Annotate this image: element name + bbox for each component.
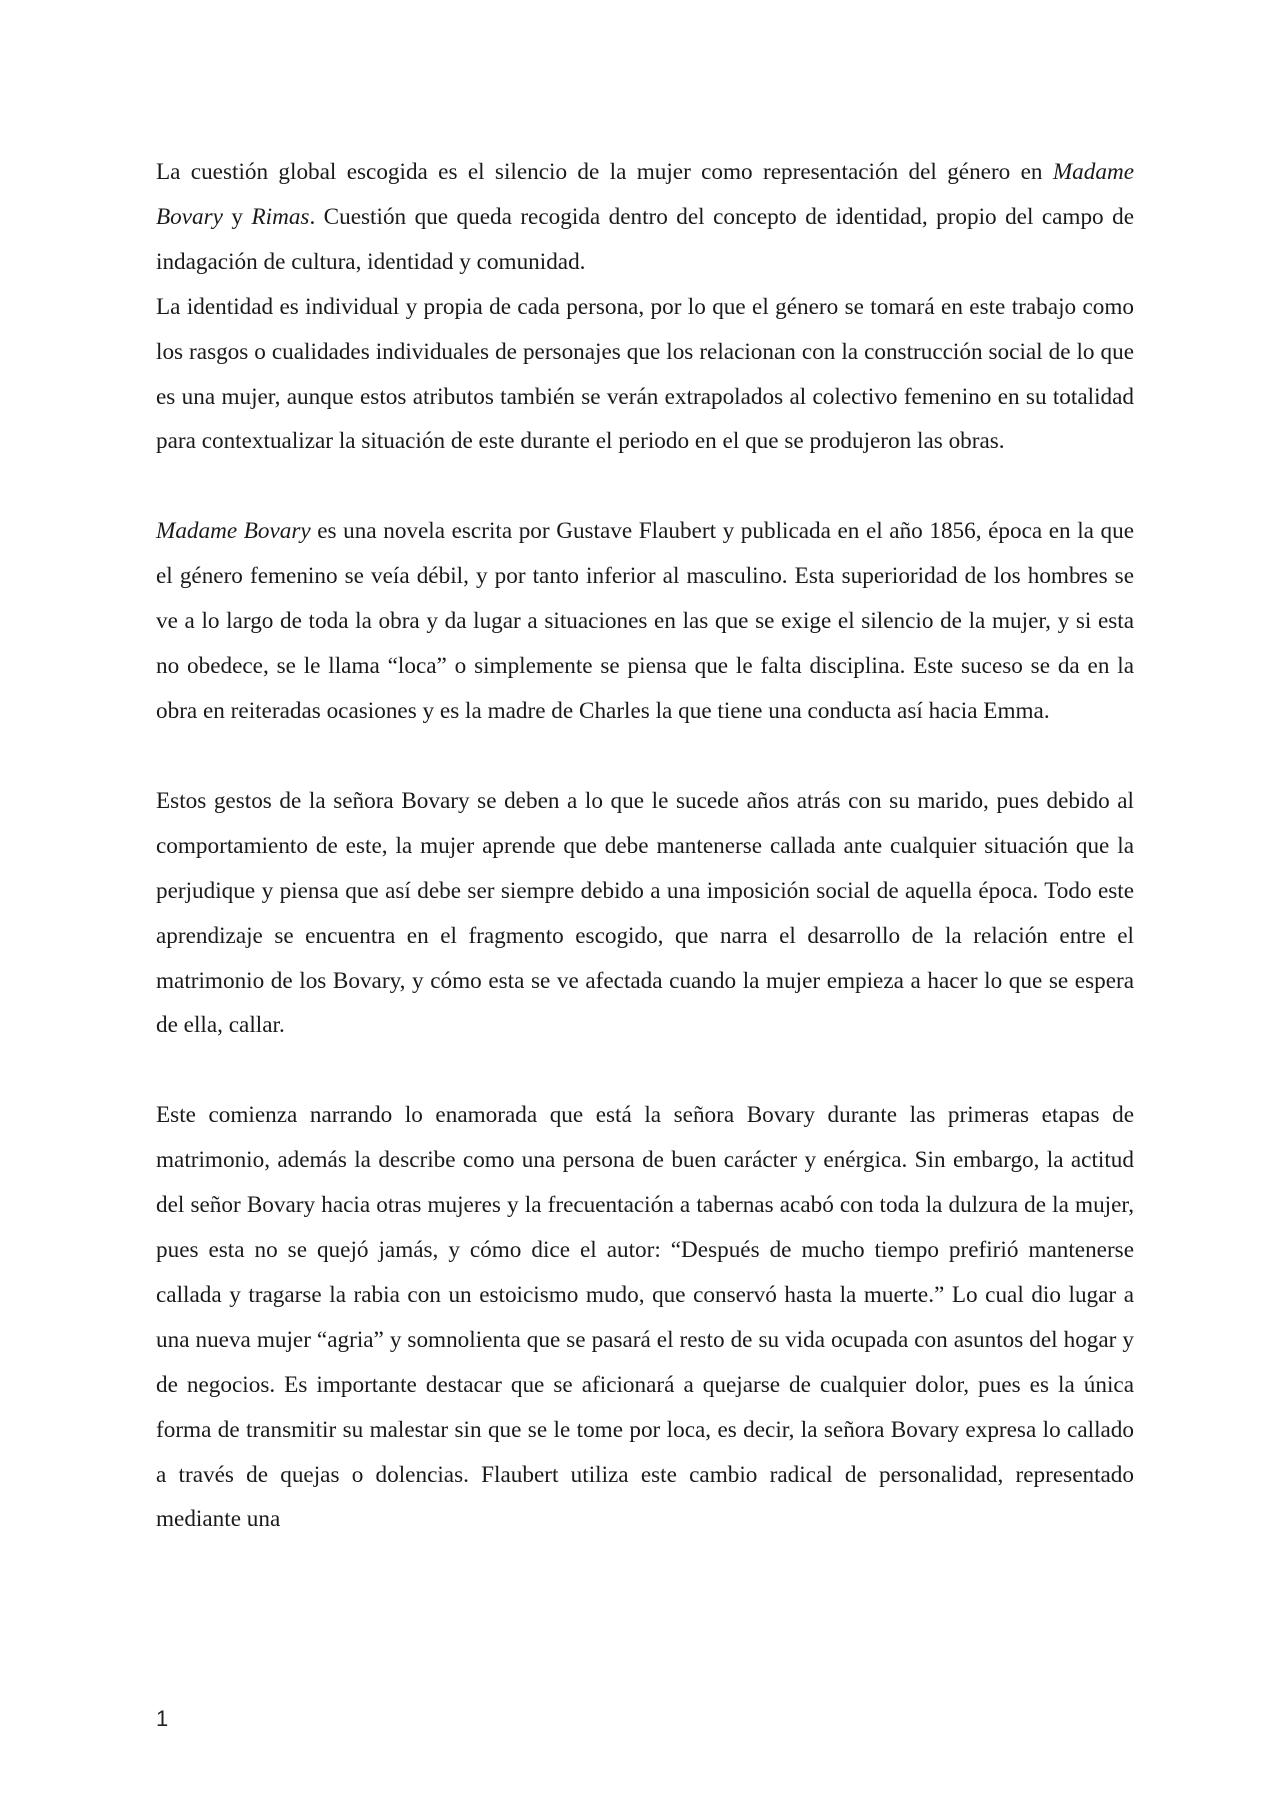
- title-madame-bovary: Madame Bovary: [156, 518, 311, 545]
- page-number: 1: [156, 1706, 169, 1731]
- title-madame-bovary: Madame Bovary: [156, 159, 1134, 230]
- paragraph-5: Este comienza narrando lo enamorada que está la señora Bovary durante las primeras etapas de matrimonio, además la describe como una persona de buen carácter y enérgica. Sin embargo, la actitud del señor Bovary hacia otras mujeres y la frecuentación a tabernas acabó con toda la dulzura de la mujer, pues esta no se quejó jamás, y cómo dice el autor: “Después de mucho tiempo prefirió mantenerse callada y tragarse la rabia con un estoicismo mudo, que conservó hasta la muerte.” Lo cual dio lugar a una nueva mujer “agria” y somnolienta que se pasará el resto de su vida ocupada con asuntos del hogar y de negocios. Es importante destacar que se aficionará a quejarse de cualquier dolor, pues es la única forma de transmitir su malestar sin que se le tome por loca, es decir, la señora Bovary expresa lo callado a través de quejas o dolencias. Flaubert utiliza este cambio radical de personalidad, representado mediante una: [156, 1102, 1134, 1533]
- title-rimas: Rimas: [251, 203, 310, 230]
- paragraph-4: Estos gestos de la señora Bovary se deben a lo que le sucede años atrás con su marido, pues debido al comportamiento de este, la mujer aprende que debe mantenerse callada ante cualquier situación que la perjudique y piensa que así debe ser siempre debido a una imposición social de aquella época. Todo este aprendizaje se encuentra en el fragmento escogido, que narra el desarrollo de la relación entre el matrimonio de los Bovary, y cómo esta se ve afectada cuando la mujer empieza a hacer lo que se espera de ella, callar.: [156, 787, 1134, 1039]
- paragraph-3: Madame Bovary es una novela escrita por Gustave Flaubert y publicada en el año 1856, época en la que el género femenino se veía débil, y por tanto inferior al masculino. Esta superioridad de los hombres se ve a lo largo de toda la obra y da lugar a situaciones en las que se exige el silencio de la mujer, y si esta no obedece, se le llama “loca” o simplemente se piensa que le falta disciplina. Este suceso se da en la obra en reiteradas ocasiones y es la madre de Charles la que tiene una conducta así hacia Emma.: [156, 518, 1135, 724]
- paragraph-1: La cuestión global escogida es el silencio de la mujer como representación del género en Madame Bovary y Rimas. Cuestión que queda recogida dentro del concepto de identidad, propio del campo de indagación de cultura, identidad y comunidad.: [156, 159, 1134, 275]
- paragraph-2: La identidad es individual y propia de cada persona, por lo que el género se tomará en este trabajo como los rasgos o cualidades individuales de personajes que los relacionan con la construcción social de lo que es una mujer, aunque estos atributos también se verán extrapolados al colectivo femenino en su totalidad para contextualizar la situación de este durante el periodo en el que se produjeron las obras.: [156, 293, 1134, 455]
- body-text: [156, 150, 1134, 1542]
